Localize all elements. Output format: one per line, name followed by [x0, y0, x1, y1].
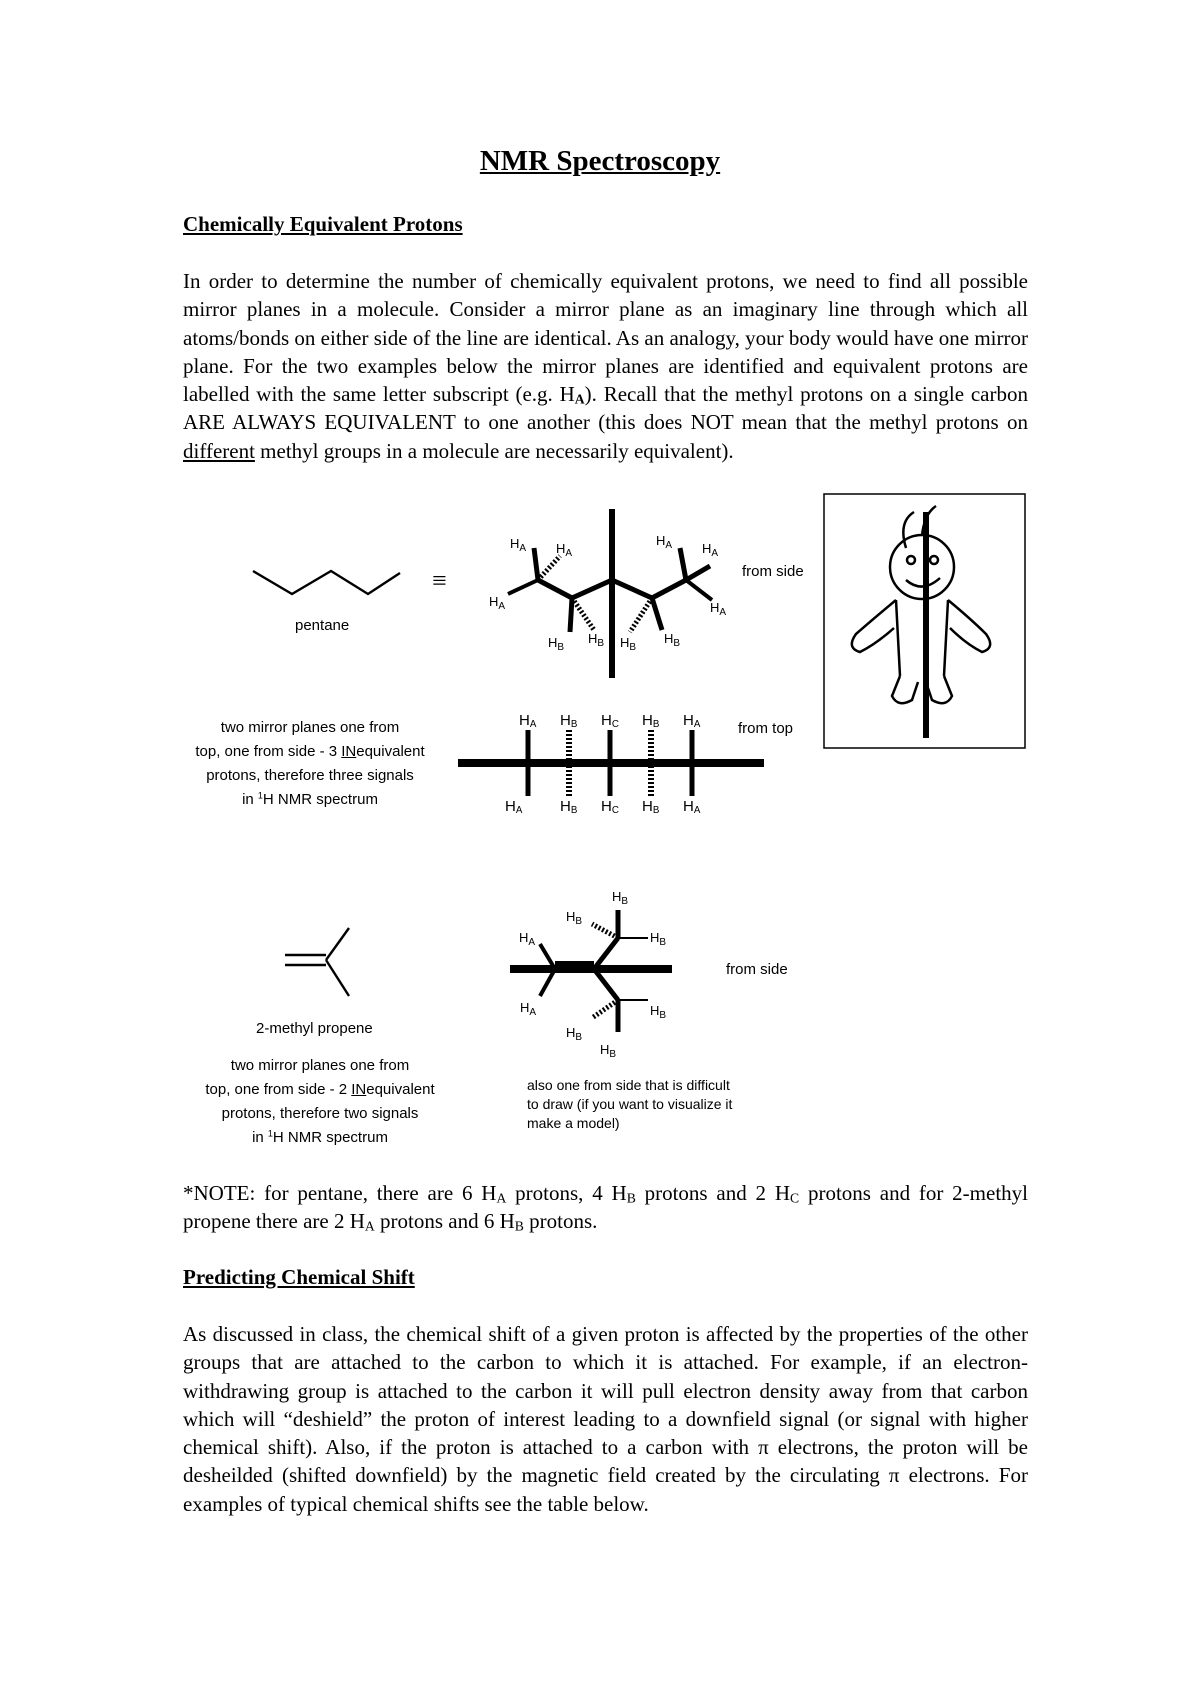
cartoon-person-icon — [852, 506, 990, 703]
h-label: $H_B$ — [566, 909, 583, 927]
methylpropene-h-labels — [519, 889, 666, 1060]
h-label: $H_B$ — [620, 635, 637, 653]
top-view-label-upper-2: $H_B$ — [560, 712, 578, 730]
top-view-label-upper-1: $H_A$ — [519, 712, 537, 730]
top-view-label-lower-1: $H_A$ — [505, 798, 523, 816]
h-label: $H_B$ — [600, 1042, 617, 1060]
h-label: $H_B$ — [588, 631, 605, 649]
top-view-label-upper-3: $H_C$ — [601, 712, 619, 730]
methylpropene-skeleton — [285, 928, 349, 996]
equivalence-symbol: ≡ — [432, 566, 447, 595]
methylpropene-label: 2-methyl propene — [256, 1020, 373, 1037]
h-label: $H_B$ — [566, 1025, 583, 1043]
equivalent-protons-paragraph: In order to determine the number of chemically equivalent protons, we need to find all possible mirror planes in a molecule. Consider a mirror plane as an imaginary line through which all atoms/bonds on either side of the line are identical. As an analogy, your body would have one mirror plane. For the two examples below the mirror planes are identified and equivalent protons are labelled with the same letter subscript (e.g. $H_A$). Recall that the methyl protons on a single carbon ARE ALWAYS EQUIVALENT to one another (this does NOT mean that the methyl protons on different methyl groups in a molecule are necessarily equivalent). — [183, 269, 1028, 463]
h-label: $H_A$ — [489, 594, 506, 612]
h-label: $H_A$ — [656, 533, 673, 551]
top-view-label-lower-2: $H_B$ — [560, 798, 578, 816]
pentane-3d-side-view — [508, 509, 712, 678]
h-label: $H_A$ — [510, 536, 527, 554]
pentane-label: pentane — [295, 617, 350, 634]
h-label: $H_B$ — [612, 889, 629, 907]
h-label: $H_A$ — [702, 541, 719, 559]
pentane-from-top-label: from top — [738, 720, 794, 737]
pentane-from-side-label: from side — [742, 563, 804, 580]
h-label: $H_B$ — [664, 631, 681, 649]
proton-count-note: *NOTE: for pentane, there are 6 $H_A$ protons, 4 $H_B$ protons and 2 $H_C$ protons and for 2-methyl propene there are 2 $H_A$ protons and 6 $H_B$ protons. — [183, 1181, 1029, 1235]
page-title: NMR Spectroscopy — [479, 145, 721, 177]
h-label: $H_B$ — [650, 930, 667, 948]
pentane-caption: two mirror planes one from top, one from side - 3 INequivalent protons, therefore three signals in $^1$H NMR spectrum — [195, 719, 425, 808]
section-heading-chemical-shift: Predicting Chemical Shift — [183, 1265, 415, 1289]
h-label: $H_B$ — [650, 1003, 667, 1021]
h-label: $H_A$ — [520, 1000, 537, 1018]
pentane-skeleton — [253, 571, 400, 594]
h-label: $H_A$ — [556, 541, 573, 559]
pentane-top-view — [458, 730, 764, 796]
top-view-label-upper-5: $H_A$ — [683, 712, 701, 730]
section-heading-equivalent-protons: Chemically Equivalent Protons — [183, 212, 463, 236]
pentane-side-h-labels — [489, 533, 726, 653]
methylpropene-from-side-label: from side — [726, 961, 788, 978]
top-view-label-lower-3: $H_C$ — [601, 798, 619, 816]
top-view-label-lower-4: $H_B$ — [642, 798, 660, 816]
top-view-label-lower-5: $H_A$ — [683, 798, 701, 816]
h-label: $H_A$ — [519, 930, 536, 948]
chemical-shift-paragraph: As discussed in class, the chemical shift of a given proton is affected by the properties of the other groups that are attached to the carbon to which it is attached. For example, if an electron-withdrawing group is attached to the carbon it will pull electron density away from that carbon which will “deshield” the proton of interest leading to a downfield signal (or signal with higher chemical shift). Also, if the proton is attached to a carbon with π electrons, the proton will be desheilded (shifted downfield) by the magnetic field created by the circulating π electrons. For examples of typical chemical shifts see the table below. — [183, 1322, 1028, 1516]
top-view-label-upper-4: $H_B$ — [642, 712, 660, 730]
h-label: $H_B$ — [548, 635, 565, 653]
h-label: $H_A$ — [710, 600, 727, 618]
methylpropene-caption: two mirror planes one from top, one from side - 2 INequivalent protons, therefore two signals in $^1$H NMR spectrum — [205, 1057, 435, 1146]
methylpropene-note: also one from side that is difficult to draw (if you want to visualize it make a model) — [527, 1077, 733, 1131]
